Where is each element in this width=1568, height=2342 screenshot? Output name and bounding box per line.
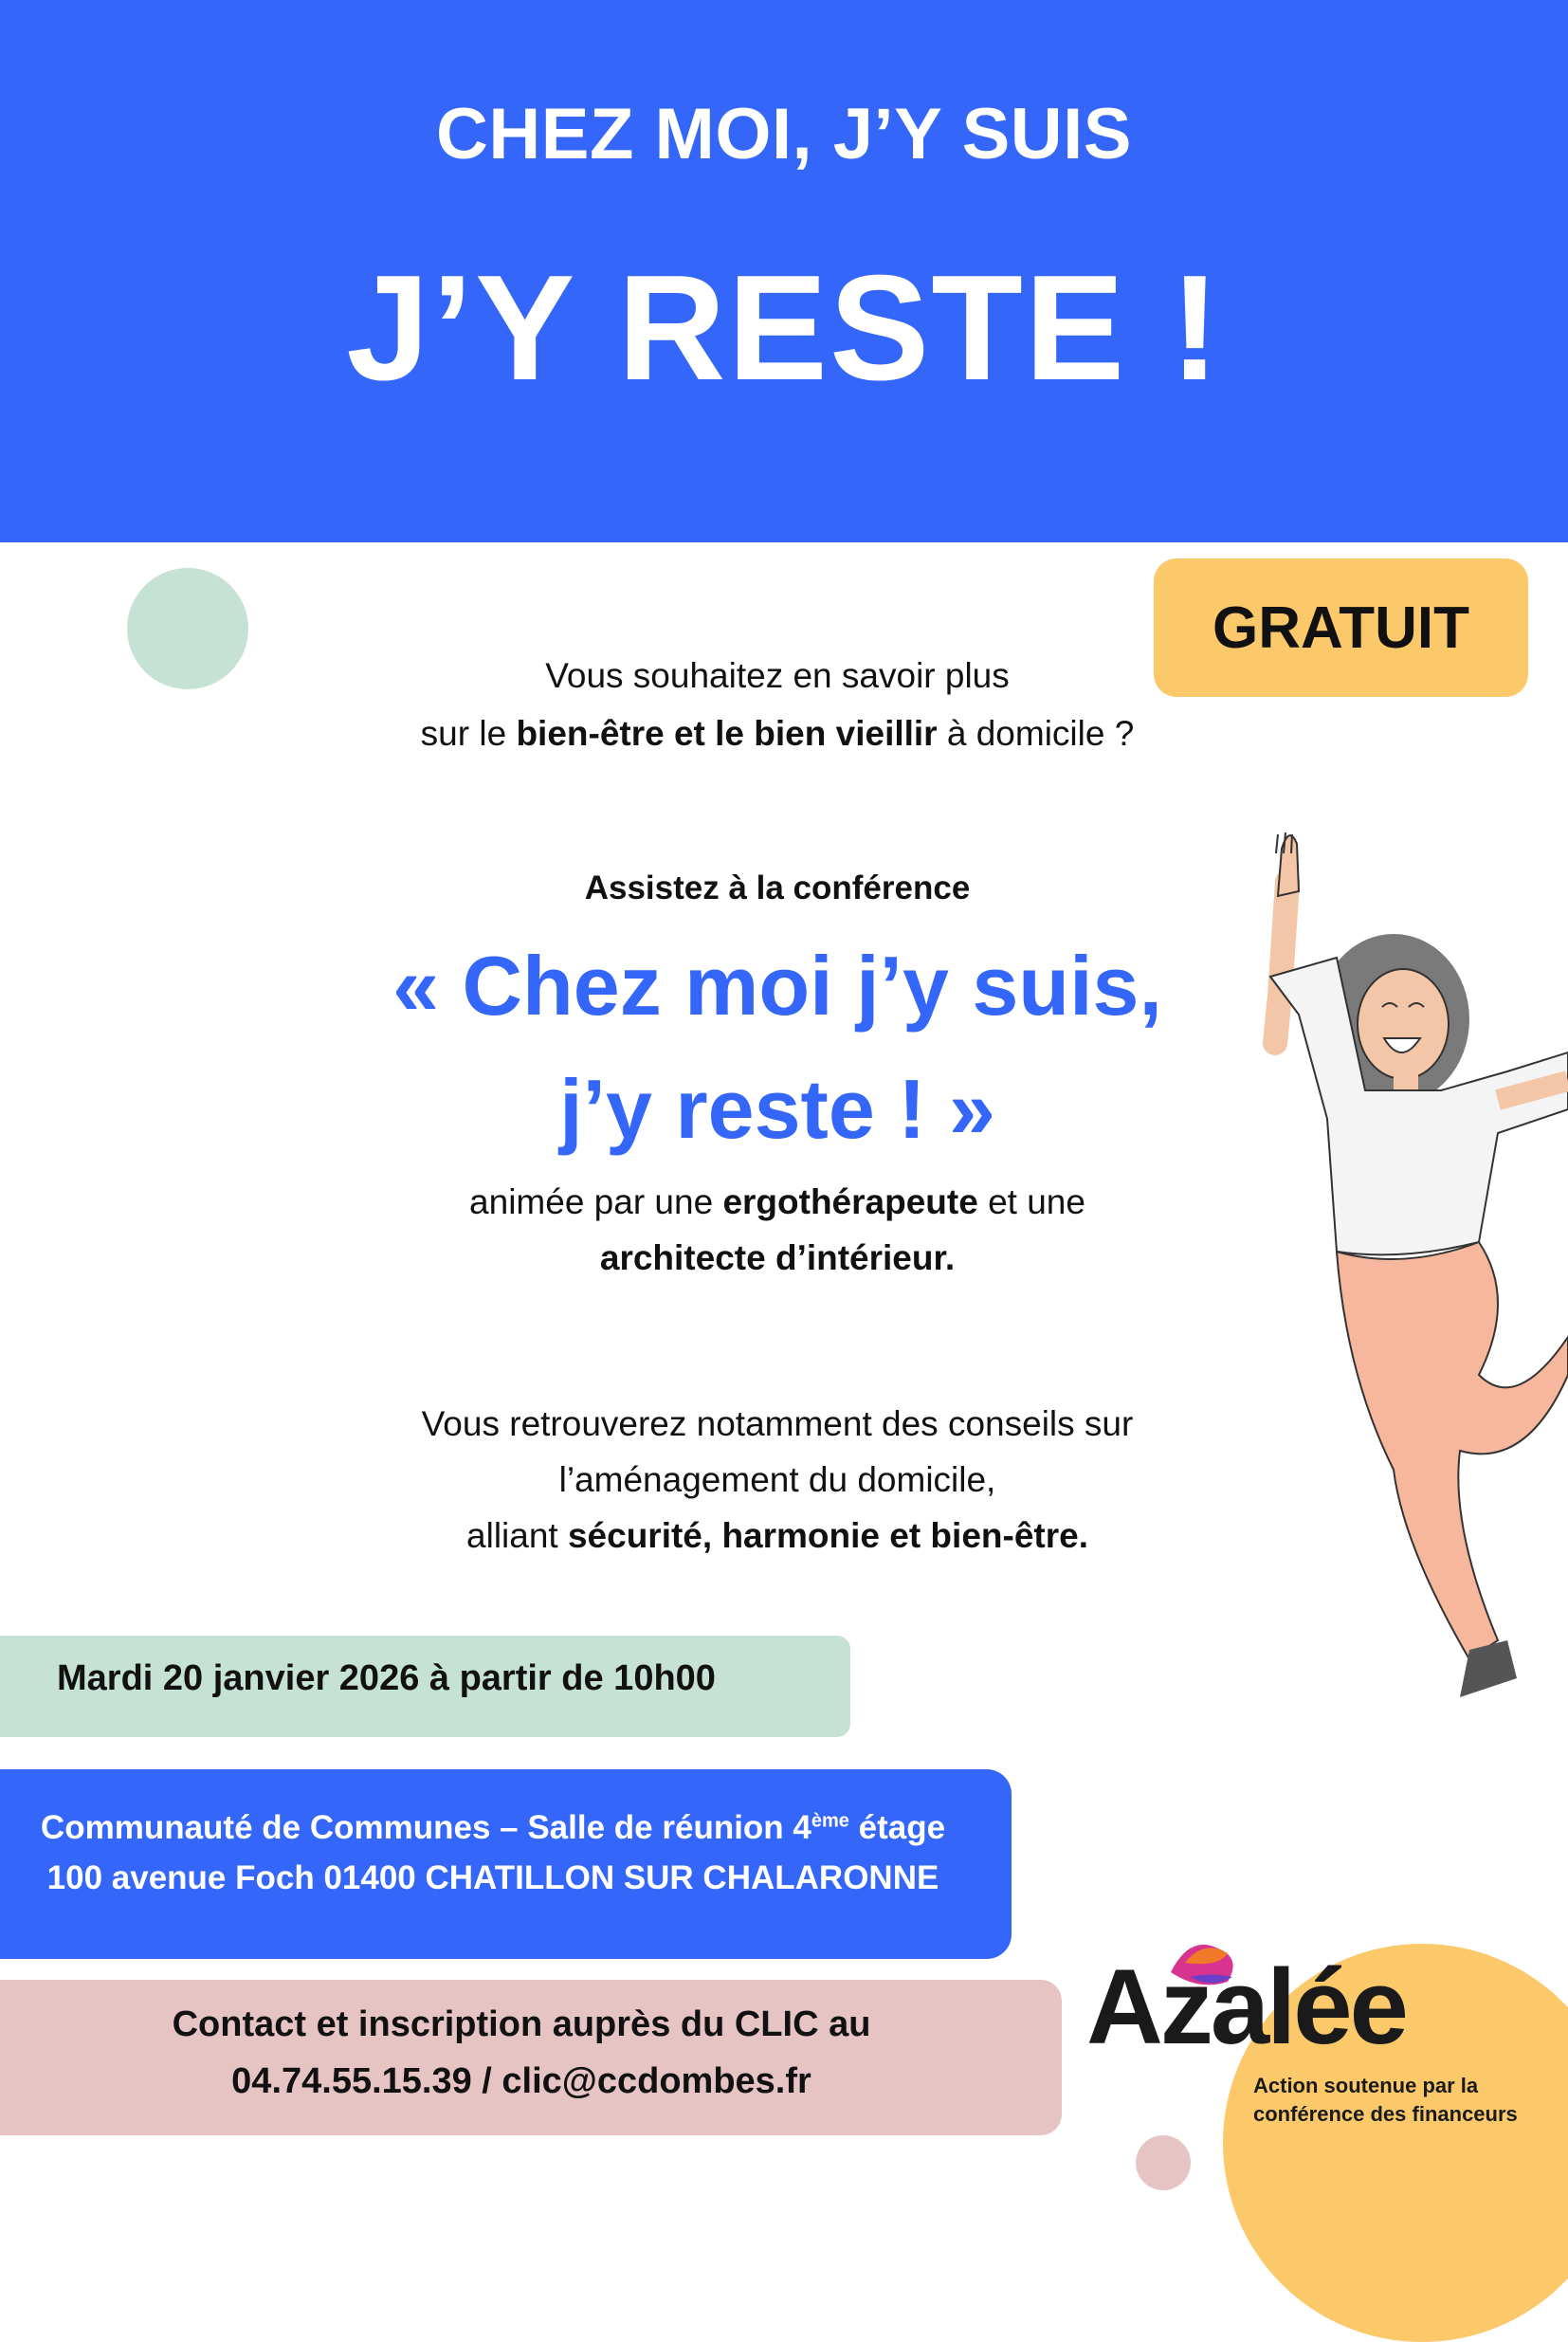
header-banner — [0, 0, 1568, 542]
logo-tagline-line2: conférence des financeurs — [1253, 2102, 1518, 2126]
header-title-line2: J’Y RESTE ! — [346, 245, 1222, 412]
advice-line2: l’aménagement du domicile, — [558, 1460, 996, 1499]
free-badge: GRATUIT — [1154, 558, 1528, 697]
conference-lead: Assistez à la conférence — [584, 869, 971, 906]
advice-line3-bold: sécurité, harmonie et bien-être. — [567, 1516, 1088, 1555]
intro-line2-bold: bien-être et le bien vieillir — [516, 714, 938, 753]
advice-line1: Vous retrouverez notamment des conseils sur — [421, 1404, 1134, 1443]
intro-line2-post: à domicile ? — [937, 714, 1135, 753]
logo-tagline-line1: Action soutenue par la — [1253, 2074, 1479, 2097]
decorative-green-circle — [127, 568, 248, 689]
conference-title — [284, 924, 1270, 1171]
contact-phone-email[interactable]: 04.74.55.15.39 / clic@ccdombes.fr — [231, 2061, 811, 2101]
jumping-woman-illustration — [1232, 806, 1568, 1773]
conference-title-line1: « Chez moi j’y suis, — [392, 939, 1162, 1033]
intro-line2 — [284, 704, 1270, 762]
advice-line3 — [284, 1508, 1270, 1564]
speakers-line1 — [284, 1174, 1270, 1230]
advice-text — [284, 1396, 1270, 1564]
location-line1 — [0, 1809, 986, 1847]
logo-wordmark: Azalée — [1086, 1948, 1406, 2066]
logo-tagline — [1253, 2072, 1557, 2129]
intro-text — [284, 647, 1270, 762]
intro-line1: Vous souhaitez en savoir plus — [545, 656, 1010, 695]
location-line1-post: étage — [848, 1809, 946, 1846]
event-date: Mardi 20 janvier 2026 à partir de 10h00 — [57, 1658, 716, 1698]
speaker-interior-architect: architecte d’intérieur. — [599, 1238, 956, 1277]
advice-line3-pre: alliant — [466, 1516, 568, 1555]
speakers-pre: animée par une — [469, 1182, 723, 1221]
header-title-line1: CHEZ MOI, J’Y SUIS — [436, 94, 1132, 174]
speakers-mid: et une — [977, 1182, 1085, 1221]
contact-bar — [0, 1980, 1062, 2135]
speaker-occupational-therapist: ergothérapeute — [722, 1182, 978, 1221]
speakers-text — [284, 1174, 1270, 1286]
decorative-pink-circle — [1136, 2135, 1191, 2190]
event-date-bar — [0, 1636, 850, 1737]
conference-title-line2: j’y reste ! » — [559, 1062, 995, 1156]
event-location-bar — [0, 1769, 1012, 1959]
intro-line2-pre: sur le — [420, 714, 517, 753]
location-floor-sup: ème — [811, 1810, 849, 1832]
location-line1-pre: Communauté de Communes – Salle de réunion 4 — [40, 1809, 811, 1846]
speakers-line2 — [284, 1230, 1270, 1286]
contact-line1: Contact et inscription auprès du CLIC au — [172, 2004, 871, 2044]
location-address: 100 avenue Foch 01400 CHATILLON SUR CHALARONNE — [46, 1859, 939, 1896]
